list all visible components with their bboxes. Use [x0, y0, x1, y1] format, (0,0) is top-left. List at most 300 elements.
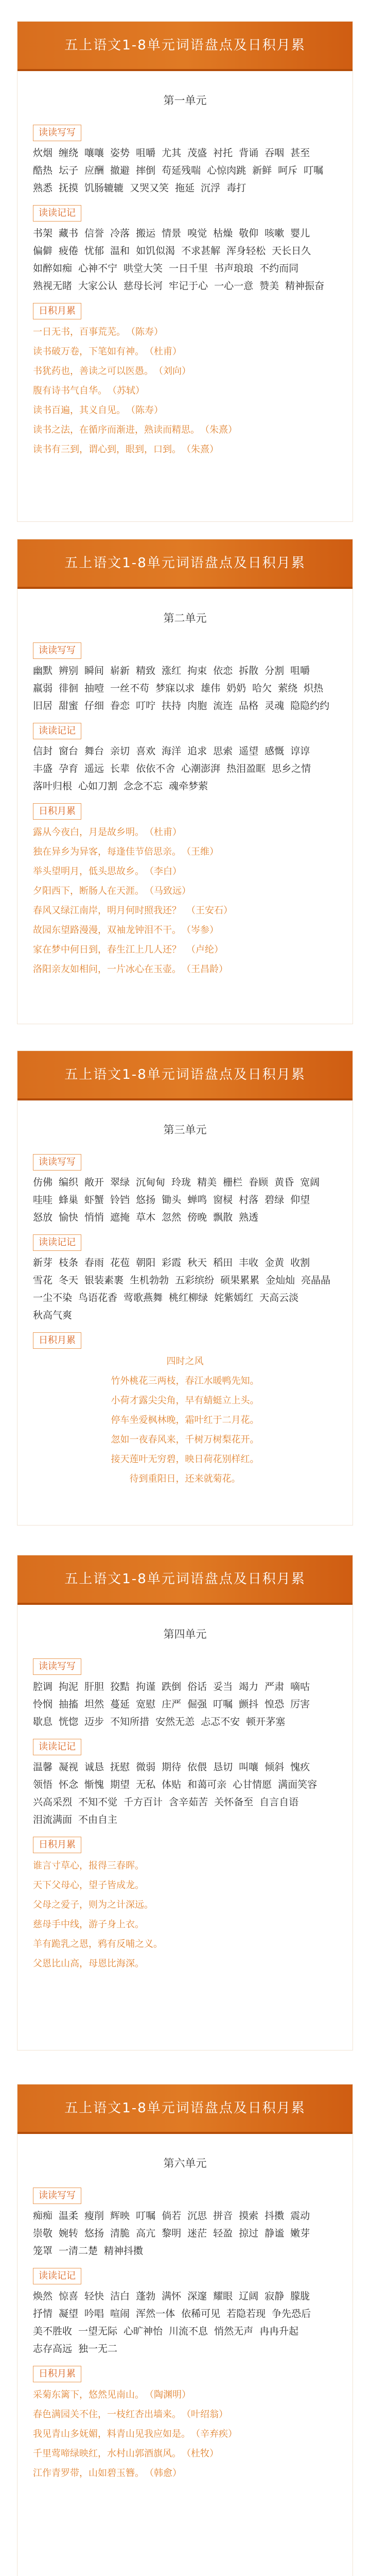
word: 喧闹 — [110, 2308, 130, 2319]
word: 厉害 — [290, 1699, 310, 1710]
word: 忽然 — [162, 1212, 182, 1223]
word: 叫嚷 — [239, 1761, 259, 1773]
word: 严肃 — [265, 1681, 285, 1692]
word: 冷落 — [110, 228, 130, 239]
word: 傍晚 — [187, 1212, 207, 1223]
unit-card — [17, 2084, 353, 2576]
quote-text: 谁言寸草心，报得三春晖。 — [33, 1860, 144, 1871]
word: 藏书 — [59, 228, 79, 239]
word: 心如刀割 — [78, 781, 118, 792]
word: 千方百计 — [124, 1797, 163, 1808]
word: 疲倦 — [59, 245, 79, 257]
word: 情景 — [162, 228, 182, 239]
quote-text: 一日无书，百事荒芜。 — [33, 327, 126, 337]
quote-line — [33, 823, 337, 842]
word: 慈母长河 — [124, 280, 163, 292]
quote-line — [33, 1856, 337, 1876]
quote-text: 春风又绿江南岸，明月何时照我还？ — [33, 905, 181, 916]
word: 甜蜜 — [59, 700, 79, 711]
word: 嚷嚷 — [84, 147, 104, 159]
unit-title: 第四单元 — [163, 1628, 207, 1640]
section-label-read: 读读写写 — [33, 642, 81, 659]
word: 仿佛 — [33, 1177, 53, 1188]
word: 腔调 — [33, 1681, 53, 1692]
word: 缠绕 — [59, 147, 79, 159]
word: 高亢 — [136, 2228, 156, 2239]
word: 沉浮 — [201, 182, 221, 194]
quote-text: 家在梦中何日到，春生江上几人还？ — [33, 944, 181, 955]
word: 银装素裹 — [84, 1275, 124, 1286]
word: 凝望 — [59, 2308, 79, 2319]
word: 妥当 — [213, 1681, 233, 1692]
quote-text: 小荷才露尖尖角，早有蜻蜓立上头。 — [111, 1395, 259, 1406]
section-label-accumulate: 日积月累 — [33, 1332, 81, 1349]
word: 嘀咕 — [290, 1681, 310, 1692]
word: 落叶归根 — [33, 781, 73, 792]
word: 恳切 — [213, 1761, 233, 1773]
quote-source: （陈寿） — [131, 405, 163, 416]
word: 萦绕 — [278, 683, 298, 694]
quote-text: 竹外桃花三两枝，春江水暖鸭先知。 — [111, 1376, 259, 1386]
quote-source: （马致远） — [149, 886, 191, 896]
word: 倾斜 — [265, 1761, 285, 1773]
unit-title: 第三单元 — [163, 1124, 207, 1136]
word: 应酬 — [84, 165, 104, 176]
word: 抖擞 — [265, 2210, 285, 2222]
word: 拼音 — [213, 2210, 233, 2222]
word: 花苞 — [110, 1257, 130, 1268]
word: 天长日久 — [272, 245, 311, 257]
word: 辉映 — [110, 2210, 130, 2222]
word: 愧疚 — [290, 1761, 310, 1773]
word: 恍惚 — [59, 1716, 79, 1727]
word: 跌倒 — [162, 1681, 182, 1692]
word: 惶恐 — [265, 1699, 285, 1710]
word: 草木 — [136, 1212, 156, 1223]
word: 清脆 — [110, 2228, 130, 2239]
word: 静谧 — [265, 2228, 285, 2239]
word: 硕果累累 — [220, 1275, 260, 1286]
word: 涨红 — [162, 665, 182, 676]
word: 婉转 — [59, 2228, 79, 2239]
word: 凝视 — [59, 1761, 79, 1773]
word: 心神不宁 — [78, 263, 118, 274]
word: 歇息 — [33, 1716, 53, 1727]
word: 惭愧 — [84, 1779, 104, 1790]
word: 魂牵梦萦 — [169, 781, 208, 792]
word: 思乡之情 — [272, 763, 311, 774]
word: 仔细 — [84, 700, 104, 711]
section-label-accumulate: 日积月累 — [33, 1837, 81, 1853]
word: 咀嚼 — [290, 665, 310, 676]
quote-text: 父恩比山高，母恩比海深。 — [33, 1958, 144, 1969]
word: 金黄 — [265, 1257, 285, 1268]
word: 哈欠 — [252, 683, 272, 694]
word: 俗话 — [187, 1681, 207, 1692]
quote-text: 待到重阳日，还来就菊花。 — [129, 1473, 241, 1484]
quote-source: （叶绍翁） — [186, 2409, 228, 2420]
section-label-read: 读读写写 — [33, 1154, 81, 1171]
word: 婴儿 — [290, 228, 310, 239]
word: 依恋 — [213, 665, 233, 676]
word: 依稀可见 — [181, 2308, 221, 2319]
word: 川流不息 — [169, 2326, 208, 2337]
word: 秋天 — [187, 1257, 207, 1268]
word: 赞美 — [259, 280, 279, 292]
unit-card — [17, 1051, 353, 1525]
word: 深邃 — [187, 2291, 207, 2302]
quote-line — [33, 342, 337, 362]
card-header: 五上语文1-8单元词语盘点及日积月累 — [17, 539, 353, 589]
section-label-remember: 读读记记 — [33, 205, 81, 222]
quote-source: （朱熹） — [205, 425, 237, 435]
word: 精神振奋 — [285, 280, 325, 292]
word: 敬仰 — [239, 228, 259, 239]
word: 遮掩 — [110, 1212, 130, 1223]
word: 肝胆 — [84, 1681, 104, 1692]
word: 安然无恙 — [155, 1716, 195, 1727]
word: 敞开 — [84, 1177, 104, 1188]
section-label-read: 读读写写 — [33, 1658, 81, 1675]
word: 隐隐约约 — [290, 700, 330, 711]
word: 辨别 — [59, 665, 79, 676]
word: 酷热 — [33, 165, 53, 176]
word: 呵斥 — [278, 165, 298, 176]
word: 寂静 — [265, 2291, 285, 2302]
quote-source: （陈寿） — [131, 327, 163, 337]
word: 志存高远 — [33, 2343, 73, 2354]
word: 拘泥 — [59, 1681, 79, 1692]
word: 衬托 — [213, 147, 233, 159]
read-words — [33, 662, 337, 715]
word: 嫩芽 — [290, 2228, 310, 2239]
read-words — [33, 1678, 337, 1731]
word: 编织 — [59, 1177, 79, 1188]
word: 悠扬 — [84, 2228, 104, 2239]
quote-line — [33, 420, 337, 440]
quote-text: 露从今夜白，月是故乡明。 — [33, 827, 144, 838]
word: 坛子 — [59, 165, 79, 176]
word: 轻盈 — [213, 2228, 233, 2239]
word: 长辈 — [110, 763, 130, 774]
word: 精美 — [197, 1177, 217, 1188]
section-label-read: 读读写写 — [33, 125, 81, 141]
word: 抚慰 — [110, 1761, 130, 1773]
word: 扶持 — [162, 700, 182, 711]
quote-text: 读书破万卷，下笔如有神。 — [33, 346, 144, 357]
quote-line — [33, 1450, 337, 1469]
word: 哇哇 — [33, 1194, 53, 1206]
word: 悄悄 — [84, 1212, 104, 1223]
word: 茂盛 — [187, 147, 207, 159]
word: 若隐若现 — [226, 2308, 266, 2319]
word: 温和 — [110, 245, 130, 257]
word: 期望 — [110, 1779, 130, 1790]
quote-line — [33, 1876, 337, 1895]
quote-source: （韩愈） — [149, 2468, 182, 2479]
word: 大家公认 — [78, 280, 118, 292]
quote-line — [33, 1954, 337, 1974]
word: 怒放 — [33, 1212, 53, 1223]
word: 焕然 — [33, 2291, 53, 2302]
word: 分割 — [265, 665, 285, 676]
quote-text: 独在异乡为异客，每逢佳节倍思亲。 — [33, 846, 181, 857]
quote-source: （刘向） — [158, 366, 191, 377]
word: 迷茫 — [187, 2228, 207, 2239]
word: 浑然一体 — [136, 2308, 175, 2319]
word: 叮嘱 — [213, 1699, 233, 1710]
word: 感慨 — [265, 745, 285, 757]
word: 叮咛 — [136, 700, 156, 711]
quote-text: 千里莺啼绿映红，水村山郭酒旗风。 — [33, 2448, 181, 2459]
word: 饥肠辘辘 — [84, 182, 124, 194]
word: 姹紫嫣红 — [214, 1292, 254, 1303]
word: 五彩缤纷 — [175, 1275, 215, 1286]
read-words — [33, 144, 337, 197]
word: 瞬间 — [84, 665, 104, 676]
word: 微弱 — [136, 1761, 156, 1773]
word: 眷恋 — [110, 700, 130, 711]
card-header: 五上语文1-8单元词语盘点及日积月累 — [17, 1555, 353, 1605]
word: 徘徊 — [59, 683, 79, 694]
word: 亲切 — [110, 745, 130, 757]
word: 丰收 — [239, 1257, 259, 1268]
quote-source: （王昌龄） — [186, 964, 228, 975]
word: 摔倒 — [136, 165, 156, 176]
word: 泪流满面 — [33, 1814, 73, 1825]
word: 新鲜 — [252, 165, 272, 176]
word: 忧郁 — [84, 245, 104, 257]
quote-line — [33, 362, 337, 381]
word: 毒打 — [226, 182, 246, 194]
word: 叮嘱 — [304, 165, 324, 176]
quote-text: 停车坐爱枫林晚，霜叶红于二月花。 — [111, 1415, 259, 1426]
word: 背诵 — [239, 147, 259, 159]
quote-line — [33, 381, 337, 401]
quote-source: （陶渊明） — [149, 2389, 191, 2400]
quote-text: 天下父母心，望子皆成龙。 — [33, 1880, 144, 1891]
card-body — [17, 2134, 353, 2496]
quote-line — [33, 323, 337, 342]
word: 心潮澎湃 — [181, 763, 221, 774]
word: 熟透 — [239, 1212, 259, 1223]
word: 忐忑不安 — [201, 1716, 240, 1727]
word: 姿势 — [110, 147, 130, 159]
word: 吟唱 — [84, 2308, 104, 2319]
quote-line — [33, 901, 337, 921]
quote-text: 读书有三到，谓心到，眼到，口到。 — [33, 444, 181, 455]
word: 又哭又笑 — [130, 182, 169, 194]
word: 庄严 — [162, 1699, 182, 1710]
quote-source: （朱熹） — [186, 444, 219, 455]
word: 冉冉升起 — [259, 2326, 299, 2337]
word: 丰盛 — [33, 763, 53, 774]
word: 蔓延 — [110, 1699, 130, 1710]
quote-line — [33, 882, 337, 901]
quote-source: （李白） — [149, 866, 182, 877]
word: 铃铛 — [110, 1194, 130, 1206]
remember-words — [33, 1254, 337, 1324]
word: 鸟语花香 — [78, 1292, 118, 1303]
word: 抚摸 — [59, 182, 79, 194]
word: 不知所措 — [110, 1716, 150, 1727]
word: 书声琅琅 — [214, 263, 254, 274]
word: 耀眼 — [213, 2291, 233, 2302]
quote-text: 羊有跪乳之恩，鸦有反哺之义。 — [33, 1939, 163, 1950]
word: 羸弱 — [33, 683, 53, 694]
word: 辽阔 — [239, 2291, 259, 2302]
word: 雄伟 — [201, 683, 221, 694]
card-body — [17, 71, 353, 472]
quote-line — [33, 1935, 337, 1954]
quote-source: （卢纶） — [186, 944, 223, 955]
quote-source: （杜牧） — [186, 2448, 219, 2459]
word: 玲珑 — [171, 1177, 191, 1188]
quote-source: （王安石） — [186, 905, 233, 916]
quote-text: 春色满园关不住，一枝红杏出墙来。 — [33, 2409, 181, 2420]
word: 遥远 — [84, 763, 104, 774]
word: 梦寐以求 — [155, 683, 195, 694]
word: 洁白 — [110, 2291, 130, 2302]
word: 飘散 — [213, 1212, 233, 1223]
word: 哄堂大笑 — [124, 263, 163, 274]
word: 咀嚼 — [136, 147, 156, 159]
poem-title: 四时之风 — [166, 1356, 204, 1367]
word: 信封 — [33, 745, 53, 757]
word: 颤抖 — [239, 1699, 259, 1710]
quote-line — [33, 2405, 337, 2425]
word: 碧绿 — [265, 1194, 285, 1206]
word: 拖延 — [175, 182, 195, 194]
quote-line — [33, 1430, 337, 1450]
word: 眷顾 — [249, 1177, 269, 1188]
quote-line — [33, 401, 337, 420]
word: 天高云淡 — [259, 1292, 299, 1303]
section-label-remember: 读读记记 — [33, 1234, 81, 1251]
quote-source: （杜甫） — [149, 827, 182, 838]
word: 追求 — [187, 745, 207, 757]
section-label-accumulate: 日积月累 — [33, 303, 81, 319]
word: 震动 — [290, 2210, 310, 2222]
word: 顿开茅塞 — [246, 1716, 286, 1727]
word: 咳嗽 — [265, 228, 285, 239]
word: 一尘不染 — [33, 1292, 73, 1303]
quote-line — [33, 921, 337, 940]
word: 彩霞 — [162, 1257, 182, 1268]
word: 锄头 — [162, 1194, 182, 1206]
word: 精致 — [136, 665, 156, 676]
card-header: 五上语文1-8单元词语盘点及日积月累 — [17, 1051, 353, 1100]
section-label-remember: 读读记记 — [33, 1739, 81, 1755]
word: 温柔 — [59, 2210, 79, 2222]
remember-words — [33, 742, 337, 795]
remember-words — [33, 2287, 337, 2358]
word: 枯燥 — [213, 228, 233, 239]
word: 心旷神怡 — [124, 2326, 163, 2337]
quote-text: 书犹药也，善读之可以医愚。 — [33, 366, 153, 377]
word: 嗅觉 — [187, 228, 207, 239]
word: 精神抖擞 — [104, 2245, 144, 2257]
word: 兴高采烈 — [33, 1797, 73, 1808]
section-label-remember: 读读记记 — [33, 2268, 81, 2284]
word: 撤避 — [110, 165, 130, 176]
remember-words — [33, 225, 337, 295]
word: 黎明 — [162, 2228, 182, 2239]
word: 仰望 — [290, 1194, 310, 1206]
card-body — [17, 1605, 353, 1986]
unit-card — [17, 1555, 353, 2050]
quote-line — [33, 842, 337, 862]
word: 热泪盈眶 — [226, 763, 266, 774]
word: 倔强 — [187, 1699, 207, 1710]
quote-line — [33, 2385, 337, 2405]
word: 一望无际 — [78, 2326, 118, 2337]
quote-line — [33, 940, 337, 960]
word: 如饥似渴 — [136, 245, 175, 257]
word: 奶奶 — [226, 683, 246, 694]
word: 海洋 — [162, 745, 182, 757]
word: 新芽 — [33, 1257, 53, 1268]
word: 牢记于心 — [169, 280, 208, 292]
word: 熟悉 — [33, 182, 53, 194]
quote-line — [33, 960, 337, 979]
unit-card — [17, 22, 353, 521]
quote-source: （岑参） — [186, 925, 219, 936]
quote-text: 腹有诗书气自华。 — [33, 385, 107, 396]
word: 甚至 — [290, 147, 310, 159]
word: 喜欢 — [136, 745, 156, 757]
word: 笼罩 — [33, 2245, 53, 2257]
word: 春雨 — [84, 1257, 104, 1268]
word: 崇敬 — [33, 2228, 53, 2239]
word: 和蔼可亲 — [187, 1779, 227, 1790]
quote-text: 举头望明月，低头思故乡。 — [33, 866, 144, 877]
card-body — [17, 589, 353, 992]
word: 枝条 — [59, 1257, 79, 1268]
word: 拘谨 — [136, 1681, 156, 1692]
quote-line — [33, 1411, 337, 1430]
word: 收割 — [290, 1257, 310, 1268]
quote-text: 父母之爱子，则为之计深远。 — [33, 1900, 153, 1910]
section-label-accumulate: 日积月累 — [33, 2366, 81, 2382]
word: 思索 — [213, 745, 233, 757]
quote-text: 读书之法，在循序而渐进，熟读而精思。 — [33, 425, 200, 435]
unit-card — [17, 539, 353, 1024]
word: 吞咽 — [265, 147, 285, 159]
word: 沉思 — [187, 2210, 207, 2222]
quote-source: （苏轼） — [112, 385, 145, 396]
word: 关怀备至 — [214, 1797, 254, 1808]
word: 不求甚解 — [181, 245, 221, 257]
word: 无私 — [136, 1779, 156, 1790]
word: 宽阔 — [300, 1177, 320, 1188]
word: 莺歌燕舞 — [124, 1292, 163, 1303]
word: 狡黠 — [110, 1681, 130, 1692]
word: 悄然无声 — [214, 2326, 254, 2337]
unit-title: 第一单元 — [163, 94, 207, 107]
word: 愉快 — [59, 1212, 79, 1223]
word: 稻田 — [213, 1257, 233, 1268]
quote-line — [33, 1391, 337, 1411]
word: 领悟 — [33, 1779, 53, 1790]
word: 竭力 — [239, 1681, 259, 1692]
word: 窗台 — [59, 745, 79, 757]
word: 书架 — [33, 228, 53, 239]
word: 蓬勃 — [136, 2291, 156, 2302]
word: 依依不舍 — [136, 763, 175, 774]
word: 浑身轻松 — [226, 245, 266, 257]
word: 桃红柳绿 — [169, 1292, 208, 1303]
